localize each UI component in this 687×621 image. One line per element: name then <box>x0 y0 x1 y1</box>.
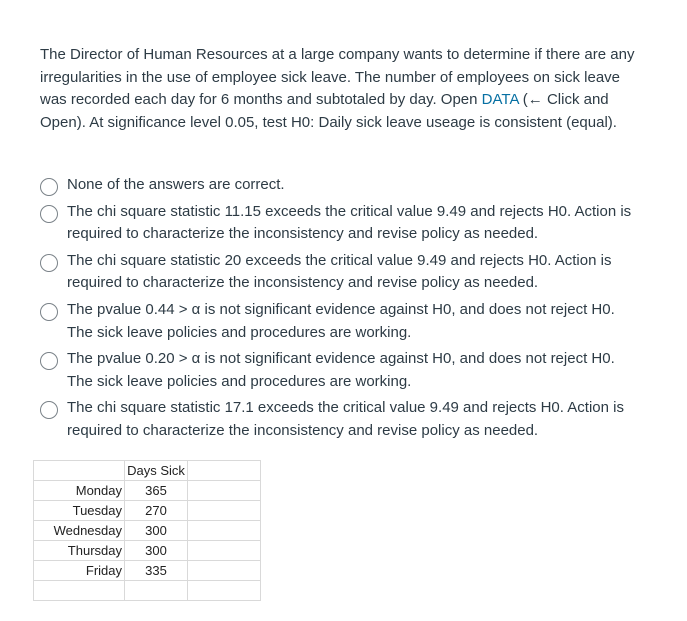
day-label: Friday <box>34 561 125 581</box>
table-cell <box>188 541 261 561</box>
day-label: Thursday <box>34 541 125 561</box>
day-value: 365 <box>125 481 188 501</box>
table-cell <box>34 461 125 481</box>
answer-option-3-label: The chi square statistic 20 exceeds the critical value 9.49 and rejects H0. Action is required to characterize the inconsistency and revise policy as needed. <box>67 251 612 292</box>
table-row <box>34 501 261 521</box>
question-text <box>40 44 640 134</box>
table-row <box>34 561 261 581</box>
table-cell <box>188 481 261 501</box>
table-row <box>34 541 261 561</box>
answer-option-6-label: The chi square statistic 17.1 exceeds the critical value 9.49 and rejects H0. Action is required to characterize the inconsistency and revise policy as needed. <box>67 399 624 439</box>
answer-option-6[interactable] <box>40 397 640 442</box>
table-cell <box>188 501 261 521</box>
answer-option-2-label: The chi square statistic 11.15 exceeds the critical value 9.49 and rejects H0. Action is required to characterize the inconsistency and revise policy as needed. <box>67 202 632 243</box>
question-text-after-link: (← Click and Open). At significance level 0.05, test H0: Daily sick leave useage is consistent (equal). <box>40 91 617 131</box>
day-label: Tuesday <box>34 501 125 521</box>
day-value: 335 <box>125 561 188 581</box>
answer-option-1[interactable] <box>40 174 640 197</box>
radio-button-5[interactable] <box>40 352 58 370</box>
table-header-row <box>34 461 261 481</box>
answer-option-5-label: The pvalue 0.20 > α is not significant evidence against H0, and does not reject H0. The sick leave policies and procedures are working. <box>67 350 615 390</box>
radio-button-6[interactable] <box>40 401 58 419</box>
day-value: 300 <box>125 541 188 561</box>
answer-options <box>40 174 640 447</box>
day-label: Wednesday <box>34 521 125 541</box>
day-label: Monday <box>34 481 125 501</box>
table-row <box>34 481 261 501</box>
table-cell <box>188 581 261 601</box>
days-sick-header: Days Sick <box>125 461 188 481</box>
answer-option-4-label: The pvalue 0.44 > α is not significant evidence against H0, and does not reject H0. The sick leave policies and procedures are working. <box>67 300 615 341</box>
table-row <box>34 521 261 541</box>
radio-button-2[interactable] <box>40 205 58 223</box>
table-cell <box>188 461 261 481</box>
table-row <box>34 581 261 601</box>
table-cell <box>188 561 261 581</box>
day-value: 270 <box>125 501 188 521</box>
table-cell <box>188 521 261 541</box>
radio-button-3[interactable] <box>40 254 58 272</box>
table-cell <box>34 581 125 601</box>
answer-option-1-label: None of the answers are correct. <box>67 176 285 193</box>
answer-option-5[interactable] <box>40 348 640 393</box>
sick-days-table <box>33 460 261 601</box>
answer-option-3[interactable] <box>40 250 640 295</box>
question-text-before-link: The Director of Human Resources at a large company wants to determine if there are any irregularities in the use of employee sick leave. The number of employees on sick leave was recorded each day for 6 months and subtotaled by day. Open <box>40 46 635 109</box>
answer-option-4[interactable] <box>40 299 640 344</box>
radio-button-1[interactable] <box>40 178 58 196</box>
table-cell <box>125 581 188 601</box>
radio-button-4[interactable] <box>40 303 58 321</box>
data-link[interactable]: DATA <box>481 91 519 109</box>
answer-option-2[interactable] <box>40 201 640 246</box>
day-value: 300 <box>125 521 188 541</box>
